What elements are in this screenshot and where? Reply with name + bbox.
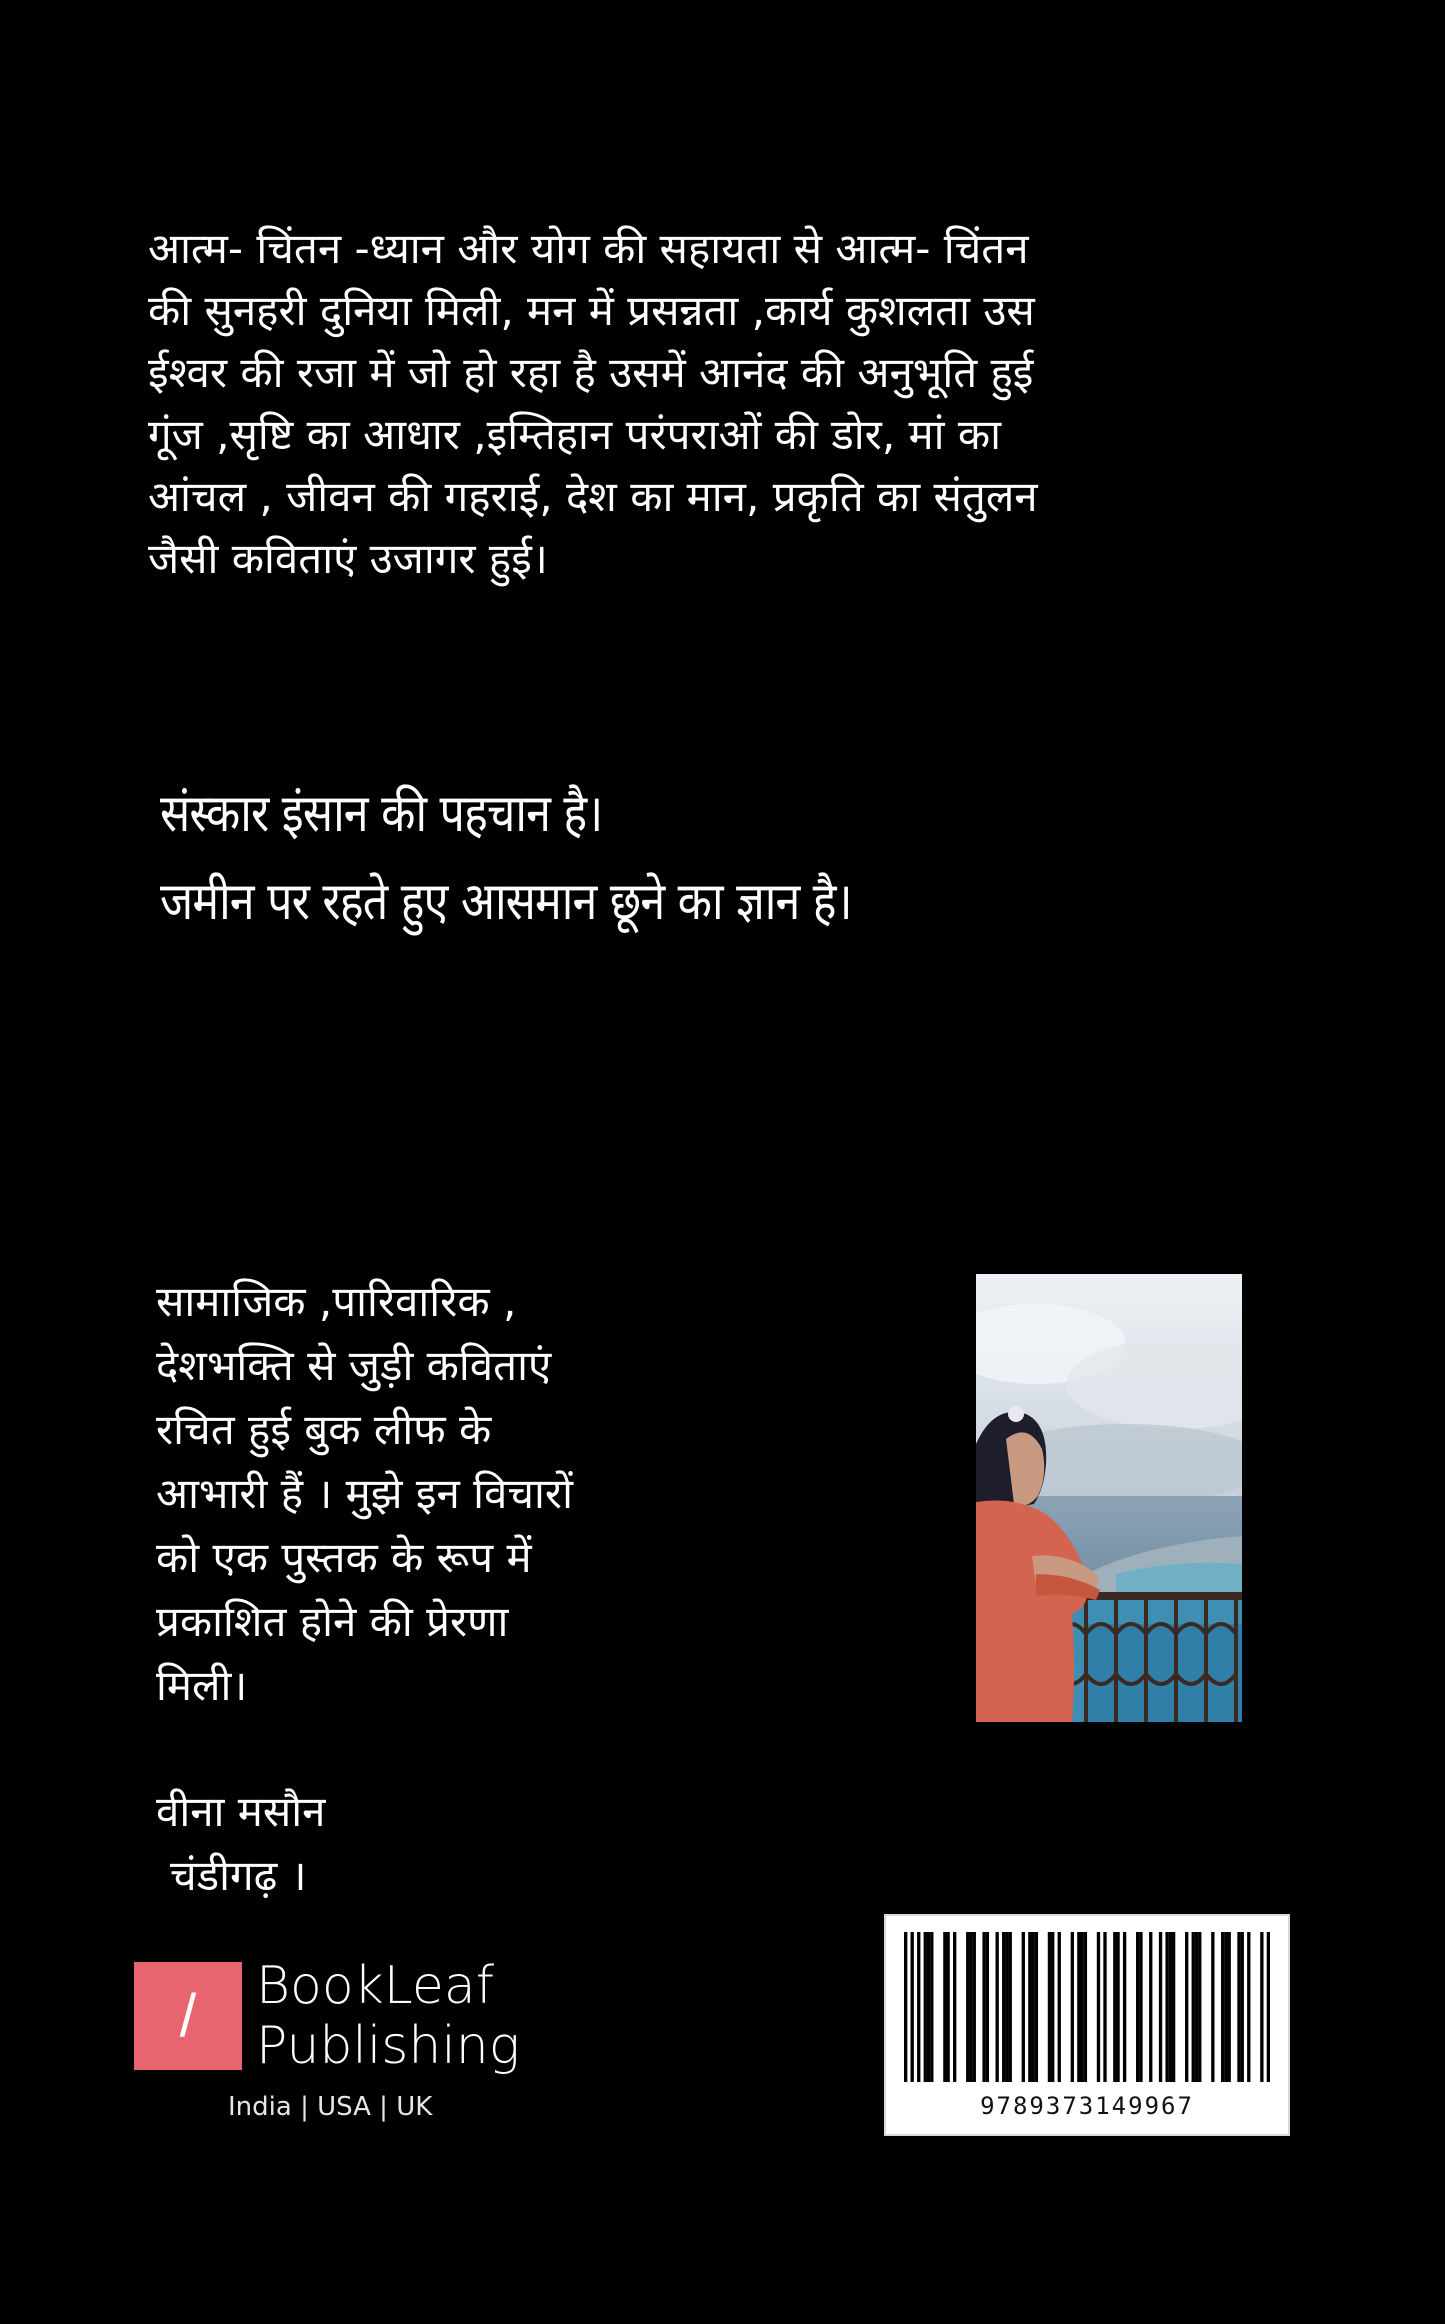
barcode-bar	[1260, 1932, 1263, 2082]
acknowledgement-line: रचित हुई बुक लीफ के	[156, 1405, 492, 1454]
barcode-bar	[1009, 1932, 1012, 2082]
barcode-bar	[969, 1932, 972, 2082]
barcode-bar	[904, 1932, 907, 2082]
barcode-bar	[1035, 1932, 1038, 2082]
acknowledgement-line: को एक पुस्तक के रूप में	[156, 1533, 532, 1582]
acknowledgement-line: आभारी हैं । मुझे इन विचारों	[156, 1469, 573, 1518]
barcode-bar	[1058, 1932, 1061, 2082]
acknowledgement-line: सामाजिक ,पारिवारिक ,	[156, 1277, 517, 1326]
barcode-bar	[1022, 1932, 1025, 2082]
barcode-bar	[966, 1932, 969, 2082]
isbn-number: 9789373149967	[980, 2092, 1194, 2120]
barcode-bar	[1136, 1932, 1139, 2082]
barcode-bar	[1002, 1932, 1005, 2082]
barcode-bar	[1192, 1932, 1195, 2082]
barcode-bar	[927, 1932, 930, 2082]
barcode-bar	[1198, 1932, 1201, 2082]
blurb-line: जैसी कविताएं उजागर हुई।	[148, 534, 548, 583]
quote-block	[160, 770, 964, 946]
barcode-bar	[996, 1932, 999, 2082]
barcode-bar	[911, 1932, 914, 2082]
publisher-name-line2: Publishing	[256, 2016, 520, 2076]
barcode-bar	[1159, 1932, 1162, 2082]
blurb-line: गूंज ,सृष्टि का आधार ,इम्तिहान परंपराओं की डोर, मां का	[148, 410, 1001, 459]
barcode-bar	[1048, 1932, 1051, 2082]
author-signature	[156, 1780, 325, 1908]
barcode-bar	[1221, 1932, 1224, 2082]
barcode-bar	[1116, 1932, 1119, 2082]
isbn-barcode	[884, 1914, 1290, 2136]
barcode-bar	[930, 1932, 933, 2082]
barcode-bar	[1267, 1932, 1270, 2082]
slash-icon: /	[179, 1982, 197, 2049]
barcode-bar	[1169, 1932, 1172, 2082]
barcode-bar	[1084, 1932, 1087, 2082]
blurb-paragraph	[148, 218, 1298, 590]
barcode-bar	[1031, 1932, 1034, 2082]
barcode-bar	[1071, 1932, 1074, 2082]
blurb-line: आत्म- चिंतन -ध्यान और योग की सहायता से आत्म- चिंतन	[148, 224, 1029, 273]
barcode-bar	[953, 1932, 956, 2082]
barcode-bar	[1028, 1932, 1031, 2082]
barcode-bar	[1211, 1932, 1214, 2082]
acknowledgement-line: प्रकाशित होने की प्रेरणा	[156, 1597, 509, 1646]
barcode-bar	[1139, 1932, 1142, 2082]
barcode-bar	[1195, 1932, 1198, 2082]
quote-line: संस्कार इंसान की पहचान है।	[160, 784, 603, 844]
barcode-bar	[1247, 1932, 1250, 2082]
barcode-bar	[1080, 1932, 1083, 2082]
barcode-bar	[946, 1932, 949, 2082]
quote-line: जमीन पर रहते हुए आसमान छूने का ज्ञान है।	[160, 872, 852, 932]
barcode-bar	[1051, 1932, 1054, 2082]
barcode-bar	[1185, 1932, 1188, 2082]
blurb-line: की सुनहरी दुनिया मिली, मन में प्रसन्नता ,कार्य कुशलता उस	[148, 286, 1035, 335]
barcode-bar	[917, 1932, 920, 2082]
barcode-bar	[1237, 1932, 1240, 2082]
acknowledgement-line: देशभक्ति से जुड़ी कविताएं	[156, 1341, 552, 1390]
publisher-name	[256, 1956, 556, 2076]
barcode-bar	[973, 1932, 976, 2082]
author-city: चंडीगढ़ ।	[170, 1851, 307, 1900]
blurb-line: आंचल , जीवन की गहराई, देश का मान, प्रकृति का संतुलन	[148, 472, 1038, 521]
barcode-bar	[1241, 1932, 1244, 2082]
barcode-bar	[1165, 1932, 1168, 2082]
author-name: वीना मसौन	[156, 1787, 326, 1836]
author-photo	[976, 1274, 1242, 1722]
publisher-regions: India | USA | UK	[228, 2092, 433, 2122]
barcode-bar	[1103, 1932, 1106, 2082]
barcode-bar	[1005, 1932, 1008, 2082]
barcode-bar	[1077, 1932, 1080, 2082]
barcode-bars	[904, 1932, 1270, 2090]
barcode-bar	[943, 1932, 946, 2082]
barcode-bar	[1172, 1932, 1175, 2082]
barcode-bar	[1097, 1932, 1100, 2082]
barcode-bar	[1149, 1932, 1152, 2082]
barcode-bar	[986, 1932, 989, 2082]
publisher-name-line1: BookLeaf	[256, 1956, 495, 2016]
barcode-bar	[1113, 1932, 1116, 2082]
barcode-bar	[1228, 1932, 1231, 2082]
barcode-bar	[982, 1932, 985, 2082]
acknowledgement-line: मिली।	[156, 1661, 248, 1710]
blurb-line: ईश्वर की रजा में जो हो रहा है उसमें आनंद की अनुभूति हुई	[148, 348, 1034, 397]
barcode-bar	[1224, 1932, 1227, 2082]
barcode-bar	[924, 1932, 927, 2082]
barcode-bar	[1123, 1932, 1126, 2082]
acknowledgement-paragraph	[156, 1270, 716, 1718]
